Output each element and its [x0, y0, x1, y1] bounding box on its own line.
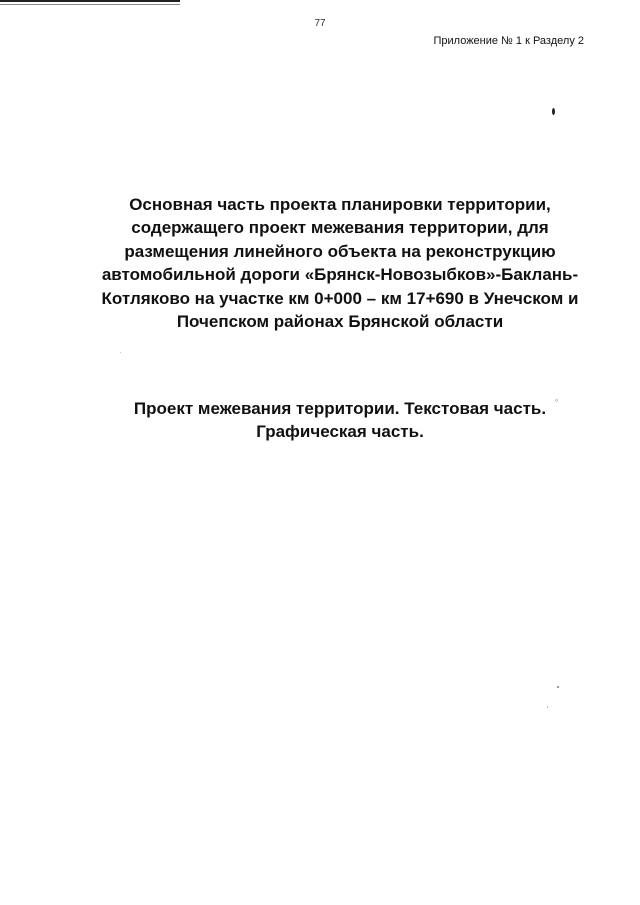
main-title-line: Основная часть проекта планировки территории,	[129, 195, 551, 214]
scan-speck	[120, 352, 121, 353]
subtitle-line: Проект межевания территории. Текстовая часть.	[133, 399, 547, 418]
scan-border-line-faint	[0, 4, 180, 5]
subtitle-line: Графическая часть.	[256, 422, 424, 441]
main-title-line: автомобильной дороги «Брянск-Новозыбков»-Баклань-	[101, 265, 579, 285]
scan-speck	[552, 108, 555, 115]
main-title-line: Котляково на участке км 0+000 – км 17+690 в Унечском и	[101, 288, 579, 308]
scan-speck	[547, 706, 548, 708]
scan-mark: ∘	[554, 396, 560, 405]
appendix-note: Приложение № 1 к Разделу 2	[433, 35, 584, 47]
page-number: 77	[314, 18, 326, 29]
main-title-line: содержащего проект межевания территории, для	[131, 218, 549, 238]
main-title-line: размещения линейного объекта на реконструкцию	[124, 241, 556, 261]
scan-speck	[557, 686, 559, 688]
scan-border-line	[0, 0, 180, 2]
main-title	[80, 193, 600, 333]
main-title-line: Почепском районах Брянской области	[176, 312, 504, 332]
section-subtitle	[80, 397, 600, 443]
